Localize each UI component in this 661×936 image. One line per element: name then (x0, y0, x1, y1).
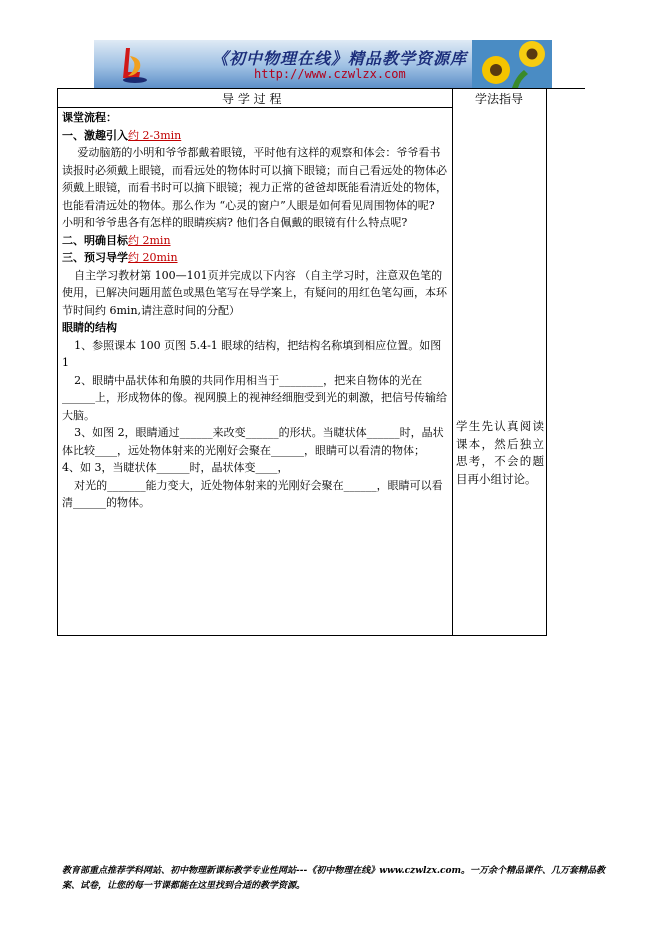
guided-process-content (62, 109, 448, 512)
section-intro-heading: 一、激趣引入约 2-3min (62, 128, 182, 142)
question-4-continued: 对光的_______能力变大，近处物体射来的光刚好会聚在______，眼睛可以看清______的物体。 (62, 478, 443, 509)
sunflower-image (472, 40, 552, 88)
intro-paragraph: 爱动脑筋的小明和爷爷都戴着眼镜，平时他有这样的观察和体会：爷爷看书读报时必须戴上眼镜，而看远处的物体时可以摘下眼镜；而自己看远处的物体必须戴上眼镜，而看书时可以摘下眼镜；视力正常的爸爸却既能看清近处的物体，也能看清远处的物体。那么作为 “心灵的窗户”人眼是如何看见周围物体的呢? 小明和爷爷患各有怎样的眼睛疾病? 他们各自佩戴的眼镜有什么特点呢? (62, 146, 447, 229)
section-goals-heading: 二、明确目标约 2min (62, 233, 171, 247)
time-note: 约 2min (128, 233, 171, 247)
right-column-header: 学法指导 (475, 92, 524, 106)
time-note: 约 20min (128, 251, 178, 264)
banner-url[interactable]: http://www.czwlzx.com (254, 67, 406, 81)
header-banner (94, 40, 552, 88)
question-2: 2、眼睛中晶状体和角膜的共同作用相当于________，把来自物体的光在______上，形成物体的像。视网膜上的视神经细胞受到光的刺激，把信号传输给大脑。 (62, 373, 447, 422)
footer-note: 教育部重点推荐学科网站、初中物理新课标教学专业性网站---《初中物理在线》www.czwlzx.com。一万余个精品课件、几万套精品教案、试卷，让您的每一节课都能在这里找到合适的教学资源。 (62, 866, 606, 891)
table-border-extension (547, 88, 585, 89)
banner-title: 《初中物理在线》精品教学资源库 (212, 49, 468, 68)
site-logo (120, 46, 150, 84)
question-4: 4、如 3，当睫状体______时，晶状体变____， (62, 461, 289, 474)
study-method-note: 学生先认真阅读课本，然后独立思考，不会的题目再小组讨论。 (456, 419, 544, 486)
section-preview-heading: 三、预习导学约 20min (62, 251, 178, 264)
self-study-paragraph: 自主学习教材第 100—101页并完成以下内容 （自主学习时，注意双色笔的使用，已解决问题用蓝色或黑色笔写在导学案上，有疑问的用红色笔勾画，本环节时间约 6min,请注意时间的分配） (62, 268, 447, 317)
header-divider (57, 107, 453, 108)
time-note: 约 2-3min (128, 128, 182, 142)
column-divider (452, 88, 453, 636)
eye-structure-heading: 眼睛的结构 (62, 321, 117, 334)
question-1: 1、参照课本 100 页图 5.4-1 眼球的结构，把结构名称填到相应位置。如图 1 (62, 338, 442, 369)
left-column-header: 导 学 过 程 (222, 92, 282, 106)
question-3: 3、如图 2，眼睛通过______来改变______的形状。当睫状体______时，晶状体比较____，远处物体射来的光刚好会聚在______，眼睛可以看清的物体； (62, 426, 444, 457)
class-flow-label: 课堂流程： (62, 111, 117, 124)
